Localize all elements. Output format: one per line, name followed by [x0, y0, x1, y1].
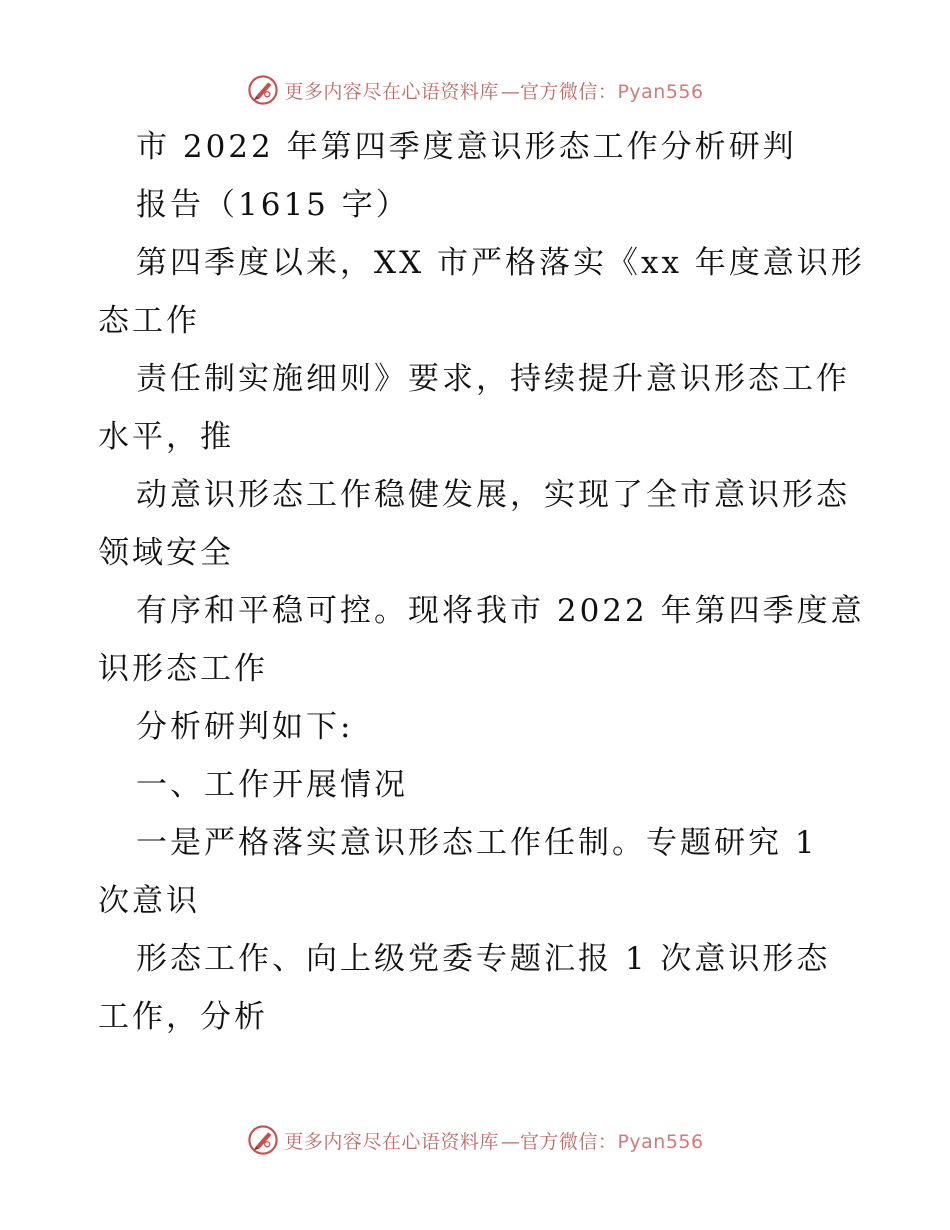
document-body: [98, 118, 865, 1046]
doc-line: 态工作: [98, 303, 200, 339]
footer-banner: [0, 1120, 950, 1160]
doc-line: 分析研判如下:: [136, 709, 354, 745]
doc-line: 有序和平稳可控。现将我市 2022 年第四季度意: [136, 593, 865, 629]
footer-brand-text: 更多内容尽在心语资料库: [284, 1130, 499, 1153]
footer-wechat-label: 官方微信：: [519, 1130, 618, 1153]
pen-logo-icon: [246, 1123, 280, 1157]
doc-line: 报告（1615 字）: [136, 187, 410, 223]
footer-dash: —: [500, 1130, 518, 1153]
doc-line: 责任制实施细则》要求，持续提升意识形态工作: [136, 361, 850, 397]
footer-banner-text: [284, 1127, 703, 1154]
doc-line: 工作，分析: [98, 999, 268, 1035]
header-banner: [0, 70, 950, 110]
doc-line: 形态工作、向上级党委专题汇报 1 次意识形态: [136, 941, 831, 977]
doc-line: 市 2022 年第四季度意识形态工作分析研判: [136, 129, 797, 165]
doc-line: 领域安全: [98, 535, 234, 571]
header-wechat-id: Pyan556: [617, 80, 704, 103]
footer-wechat-id: Pyan556: [617, 1130, 704, 1153]
header-wechat-label: 官方微信：: [519, 80, 618, 103]
doc-line: 水平，推: [98, 419, 234, 455]
header-banner-text: [284, 77, 703, 104]
doc-line: 一、工作开展情况: [136, 767, 408, 803]
doc-line: 动意识形态工作稳健发展，实现了全市意识形态: [136, 477, 850, 513]
doc-line: 第四季度以来，XX 市严格落实《xx 年度意识形: [136, 245, 865, 281]
pen-logo-icon: [246, 73, 280, 107]
header-dash: —: [500, 80, 518, 103]
doc-line: 识形态工作: [98, 651, 268, 687]
header-brand-text: 更多内容尽在心语资料库: [284, 80, 499, 103]
doc-line: 次意识: [98, 883, 200, 919]
doc-line: 一是严格落实意识形态工作任制。专题研究 1: [136, 825, 818, 861]
